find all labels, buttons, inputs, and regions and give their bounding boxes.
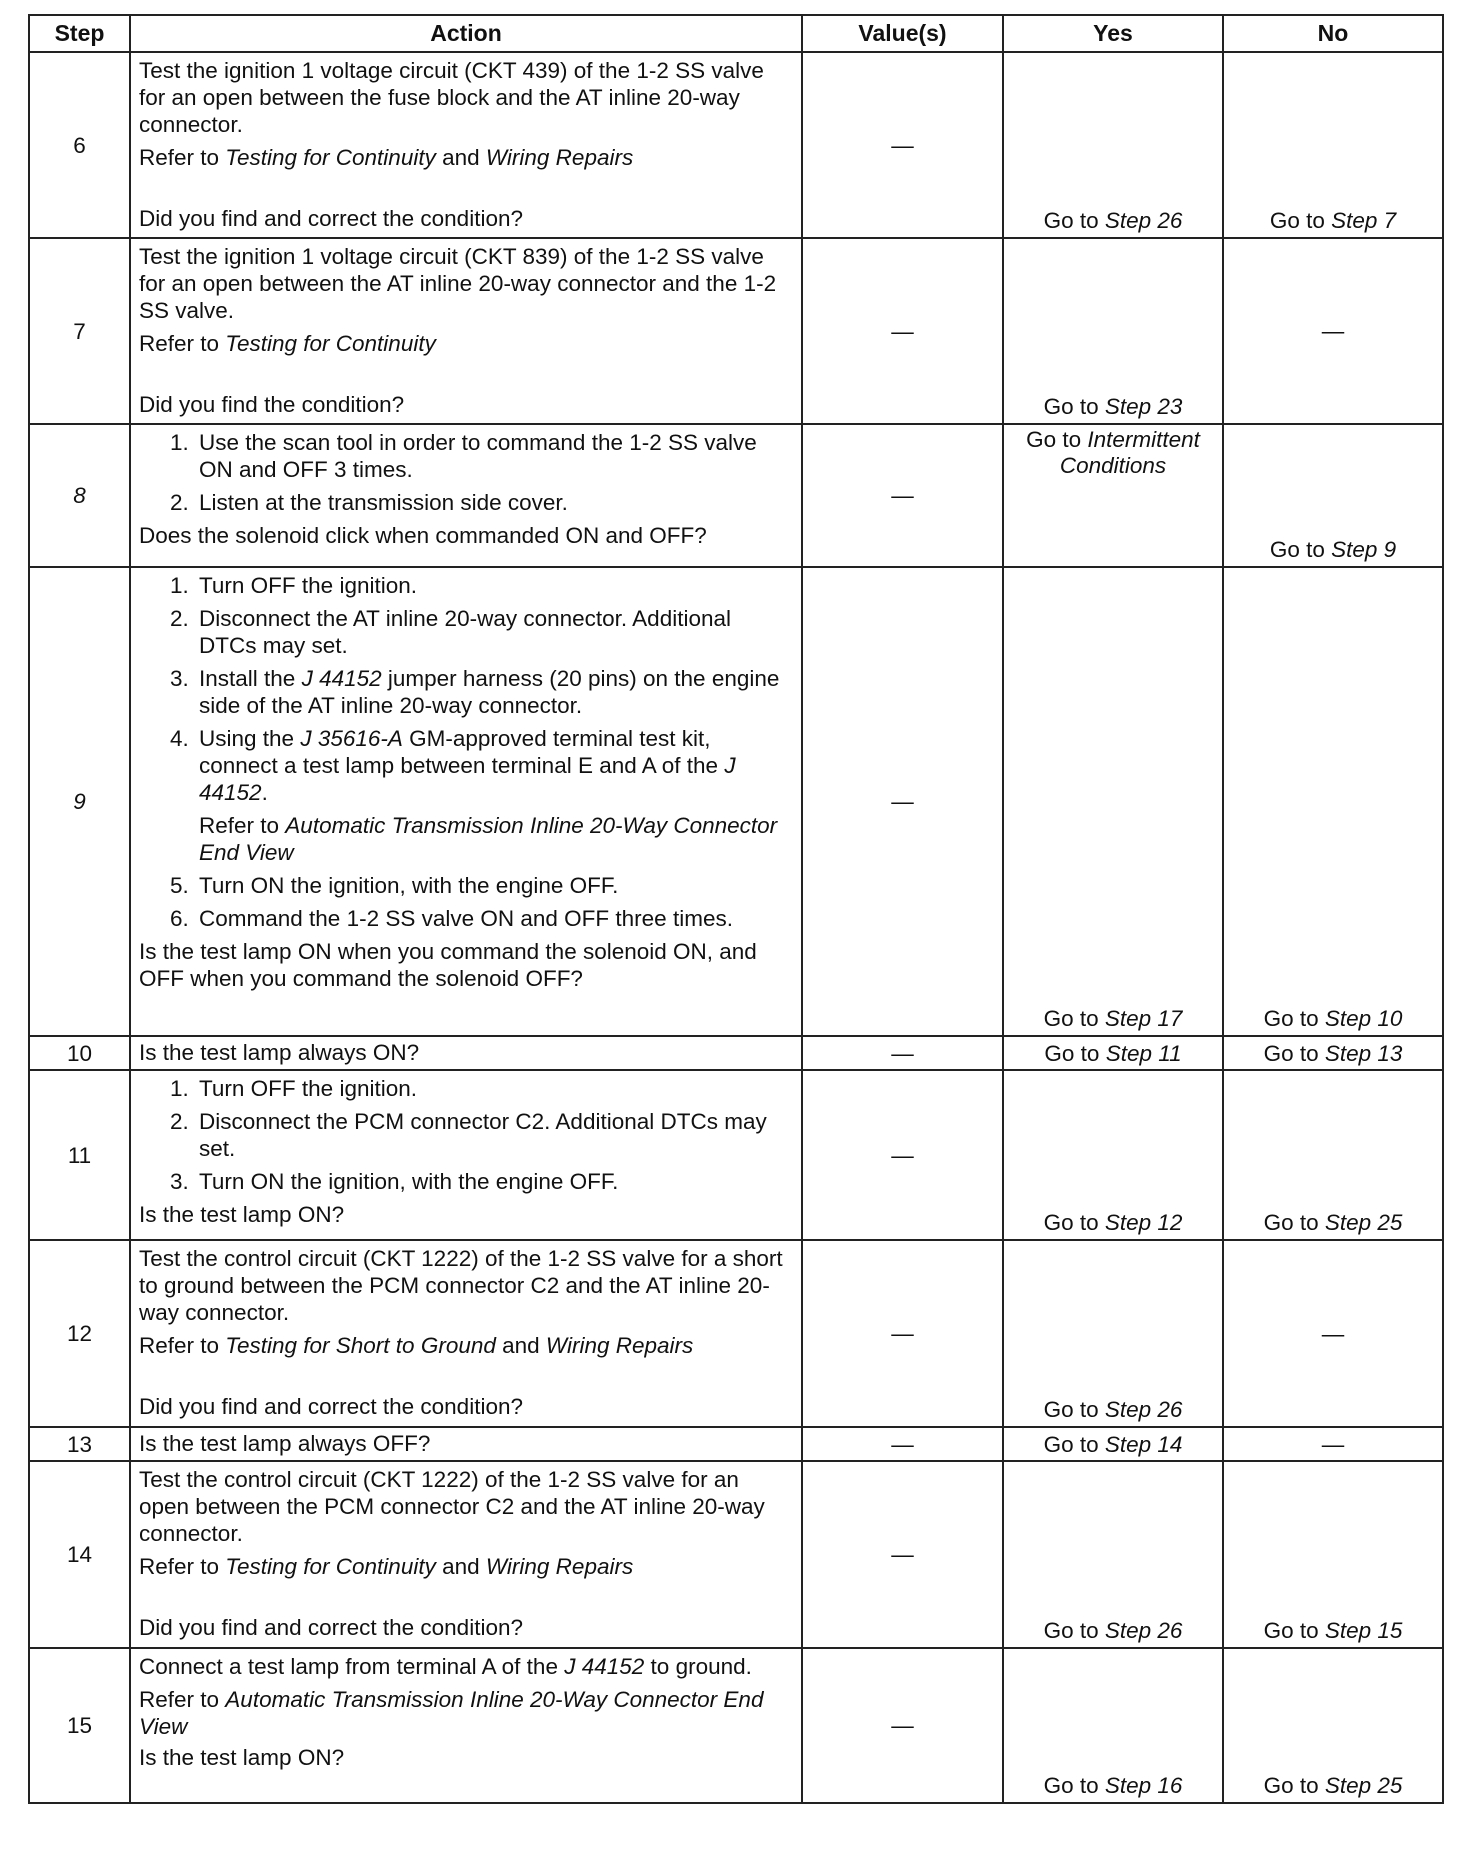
procedure-list: [139, 572, 793, 932]
table-row: [29, 1240, 1443, 1427]
question-text: Is the test lamp always ON?: [130, 1036, 802, 1070]
yes-cell: [1003, 1461, 1223, 1648]
reference-link[interactable]: Testing for Continuity: [225, 331, 436, 356]
reference-link[interactable]: Testing for Continuity: [225, 145, 436, 170]
header-values: Value(s): [802, 15, 1003, 52]
goto-link[interactable]: Go to Step 23: [1043, 394, 1183, 419]
goto-link[interactable]: Go to Step 16: [1043, 1773, 1183, 1798]
goto-link[interactable]: Go to Step 14: [1003, 1427, 1223, 1461]
header-step: Step: [29, 15, 130, 52]
yes-cell: [1003, 1648, 1223, 1803]
question-text: Did you find and correct the condition?: [139, 1394, 523, 1419]
reference-link[interactable]: Wiring Repairs: [545, 1333, 694, 1358]
diagnostic-table: [28, 14, 1444, 1804]
table-row: [29, 52, 1443, 238]
procedure-list: [139, 429, 793, 516]
action-text: Test the control circuit (CKT 1222) of the 1-2 SS valve for a short to ground between the PCM connector C2 and the AT inline 20-way connector.: [139, 1246, 783, 1325]
step-number: 6: [29, 52, 130, 238]
no-cell: [1223, 424, 1443, 567]
step-number: 11: [29, 1070, 130, 1240]
step-number: 12: [29, 1240, 130, 1427]
question-text: Is the test lamp always OFF?: [130, 1427, 802, 1461]
reference-link[interactable]: Wiring Repairs: [485, 1554, 634, 1579]
list-item: 3. Install the J 44152 jumper harness (20 pins) on the engine side of the AT inline 20-way connector.: [195, 665, 793, 719]
list-item: 2. Disconnect the AT inline 20-way connector. Additional DTCs may set.: [195, 605, 793, 659]
header-no: No: [1223, 15, 1443, 52]
table-row: [29, 424, 1443, 567]
question-text: Did you find and correct the condition?: [139, 1615, 523, 1640]
action-text: Test the ignition 1 voltage circuit (CKT 439) of the 1-2 SS valve for an open between the fuse block and the AT inline 20-way connector.: [139, 58, 764, 137]
goto-link[interactable]: Go to Step 26: [1043, 1618, 1183, 1643]
reference-text: Refer to Automatic Transmission Inline 20-Way Connector End View: [139, 1687, 764, 1739]
no-cell: [1223, 1648, 1443, 1803]
goto-link[interactable]: Go to Step 26: [1043, 208, 1183, 233]
question-text: Is the test lamp ON when you command the solenoid ON, and OFF when you command the solenoid OFF?: [139, 939, 757, 991]
goto-link[interactable]: Go to Step 9: [1269, 537, 1397, 562]
value-cell: —: [802, 1427, 1003, 1461]
value-cell: —: [802, 424, 1003, 567]
table-row: [29, 1070, 1443, 1240]
reference-link[interactable]: Automatic Transmission Inline 20-Way Connector End View: [199, 813, 778, 865]
value-cell: —: [802, 52, 1003, 238]
action-cell: [130, 1240, 802, 1427]
list-item: 3. Turn ON the ignition, with the engine OFF.: [195, 1168, 793, 1195]
table-row: [29, 1461, 1443, 1648]
question-text: Is the test lamp ON?: [139, 1202, 345, 1227]
goto-link[interactable]: Go to Step 10: [1263, 1006, 1403, 1031]
yes-cell: [1003, 238, 1223, 424]
action-cell: [130, 424, 802, 567]
step-number: 13: [29, 1427, 130, 1461]
question-text: Did you find and correct the condition?: [139, 206, 523, 231]
goto-link[interactable]: Go to Step 25: [1263, 1210, 1403, 1235]
action-cell: [130, 238, 802, 424]
reference-text: Refer to Testing for Continuity and Wiring Repairs: [139, 1554, 634, 1579]
yes-cell: [1003, 567, 1223, 1036]
list-item: 2. Disconnect the PCM connector C2. Additional DTCs may set.: [195, 1108, 793, 1162]
list-item: 4. Using the J 35616-A GM-approved terminal test kit, connect a test lamp between terminal E and A of the J 44152. Refer to Automatic Transmission Inline 20-Way Connector End View: [195, 725, 793, 866]
goto-link[interactable]: Go to Step 7: [1269, 208, 1397, 233]
table-row: [29, 238, 1443, 424]
action-cell: [130, 1070, 802, 1240]
yes-cell: [1003, 424, 1223, 567]
goto-link[interactable]: Go to Step 12: [1043, 1210, 1183, 1235]
step-number: 7: [29, 238, 130, 424]
action-cell: [130, 1648, 802, 1803]
table-row: [29, 1427, 1443, 1461]
procedure-list: [139, 1075, 793, 1195]
goto-link[interactable]: Go to Intermittent Conditions: [1026, 427, 1200, 478]
value-cell: —: [802, 238, 1003, 424]
step-number: 15: [29, 1648, 130, 1803]
no-cell: [1223, 1070, 1443, 1240]
list-item: 1. Turn OFF the ignition.: [195, 572, 793, 599]
no-cell: —: [1223, 1240, 1443, 1427]
reference-link[interactable]: Wiring Repairs: [485, 145, 634, 170]
list-item: 6. Command the 1-2 SS valve ON and OFF three times.: [195, 905, 793, 932]
table-row: [29, 1036, 1443, 1070]
question-text: Did you find the condition?: [139, 392, 405, 417]
goto-link[interactable]: Go to Step 15: [1263, 1618, 1403, 1643]
no-cell: —: [1223, 1427, 1443, 1461]
value-cell: —: [802, 1240, 1003, 1427]
header-action: Action: [130, 15, 802, 52]
question-text: Does the solenoid click when commanded ON and OFF?: [139, 523, 707, 548]
yes-cell: [1003, 1240, 1223, 1427]
table-row: [29, 567, 1443, 1036]
value-cell: —: [802, 1070, 1003, 1240]
reference-text: Refer to Testing for Continuity and Wiring Repairs: [139, 145, 634, 170]
value-cell: —: [802, 1648, 1003, 1803]
reference-text: Refer to Testing for Short to Ground and Wiring Repairs: [139, 1333, 694, 1358]
step-number: 10: [29, 1036, 130, 1070]
no-cell: [1223, 1461, 1443, 1648]
action-text: Test the ignition 1 voltage circuit (CKT 839) of the 1-2 SS valve for an open between the AT inline 20-way connector and the 1-2 SS valve.: [139, 244, 777, 323]
header-row: [29, 15, 1443, 52]
header-yes: Yes: [1003, 15, 1223, 52]
yes-cell: [1003, 1070, 1223, 1240]
no-cell: [1223, 567, 1443, 1036]
action-text: Test the control circuit (CKT 1222) of the 1-2 SS valve for an open between the PCM connector C2 and the AT inline 20-way connector.: [139, 1467, 765, 1546]
reference-text: Refer to Testing for Continuity: [139, 331, 436, 356]
reference-link[interactable]: Automatic Transmission Inline 20-Way Connector End View: [139, 1687, 764, 1739]
goto-link[interactable]: Go to Step 25: [1263, 1773, 1403, 1798]
action-cell: [130, 52, 802, 238]
list-item: 5. Turn ON the ignition, with the engine OFF.: [195, 872, 793, 899]
step-number: 8: [29, 424, 130, 567]
question-text: Is the test lamp ON?: [139, 1745, 345, 1770]
reference-link[interactable]: Testing for Short to Ground: [225, 1333, 496, 1358]
no-cell: [1223, 52, 1443, 238]
action-cell: [130, 567, 802, 1036]
yes-cell: [1003, 52, 1223, 238]
list-item: 2. Listen at the transmission side cover.: [195, 489, 793, 516]
step-number: 9: [29, 567, 130, 1036]
action-cell: [130, 1461, 802, 1648]
list-item: 1. Turn OFF the ignition.: [195, 1075, 793, 1102]
value-cell: —: [802, 567, 1003, 1036]
action-text: Connect a test lamp from terminal A of the J 44152 to ground.: [139, 1654, 752, 1679]
table-row: [29, 1648, 1443, 1803]
goto-link[interactable]: Go to Step 13: [1223, 1036, 1443, 1070]
goto-link[interactable]: Go to Step 17: [1043, 1006, 1183, 1031]
value-cell: —: [802, 1461, 1003, 1648]
no-cell: —: [1223, 238, 1443, 424]
value-cell: —: [802, 1036, 1003, 1070]
list-item: 1. Use the scan tool in order to command the 1-2 SS valve ON and OFF 3 times.: [195, 429, 793, 483]
reference-text: Refer to Automatic Transmission Inline 20-Way Connector End View: [199, 813, 778, 865]
reference-link[interactable]: Testing for Continuity: [225, 1554, 436, 1579]
goto-link[interactable]: Go to Step 26: [1043, 1397, 1183, 1422]
goto-link[interactable]: Go to Step 11: [1003, 1036, 1223, 1070]
step-number: 14: [29, 1461, 130, 1648]
